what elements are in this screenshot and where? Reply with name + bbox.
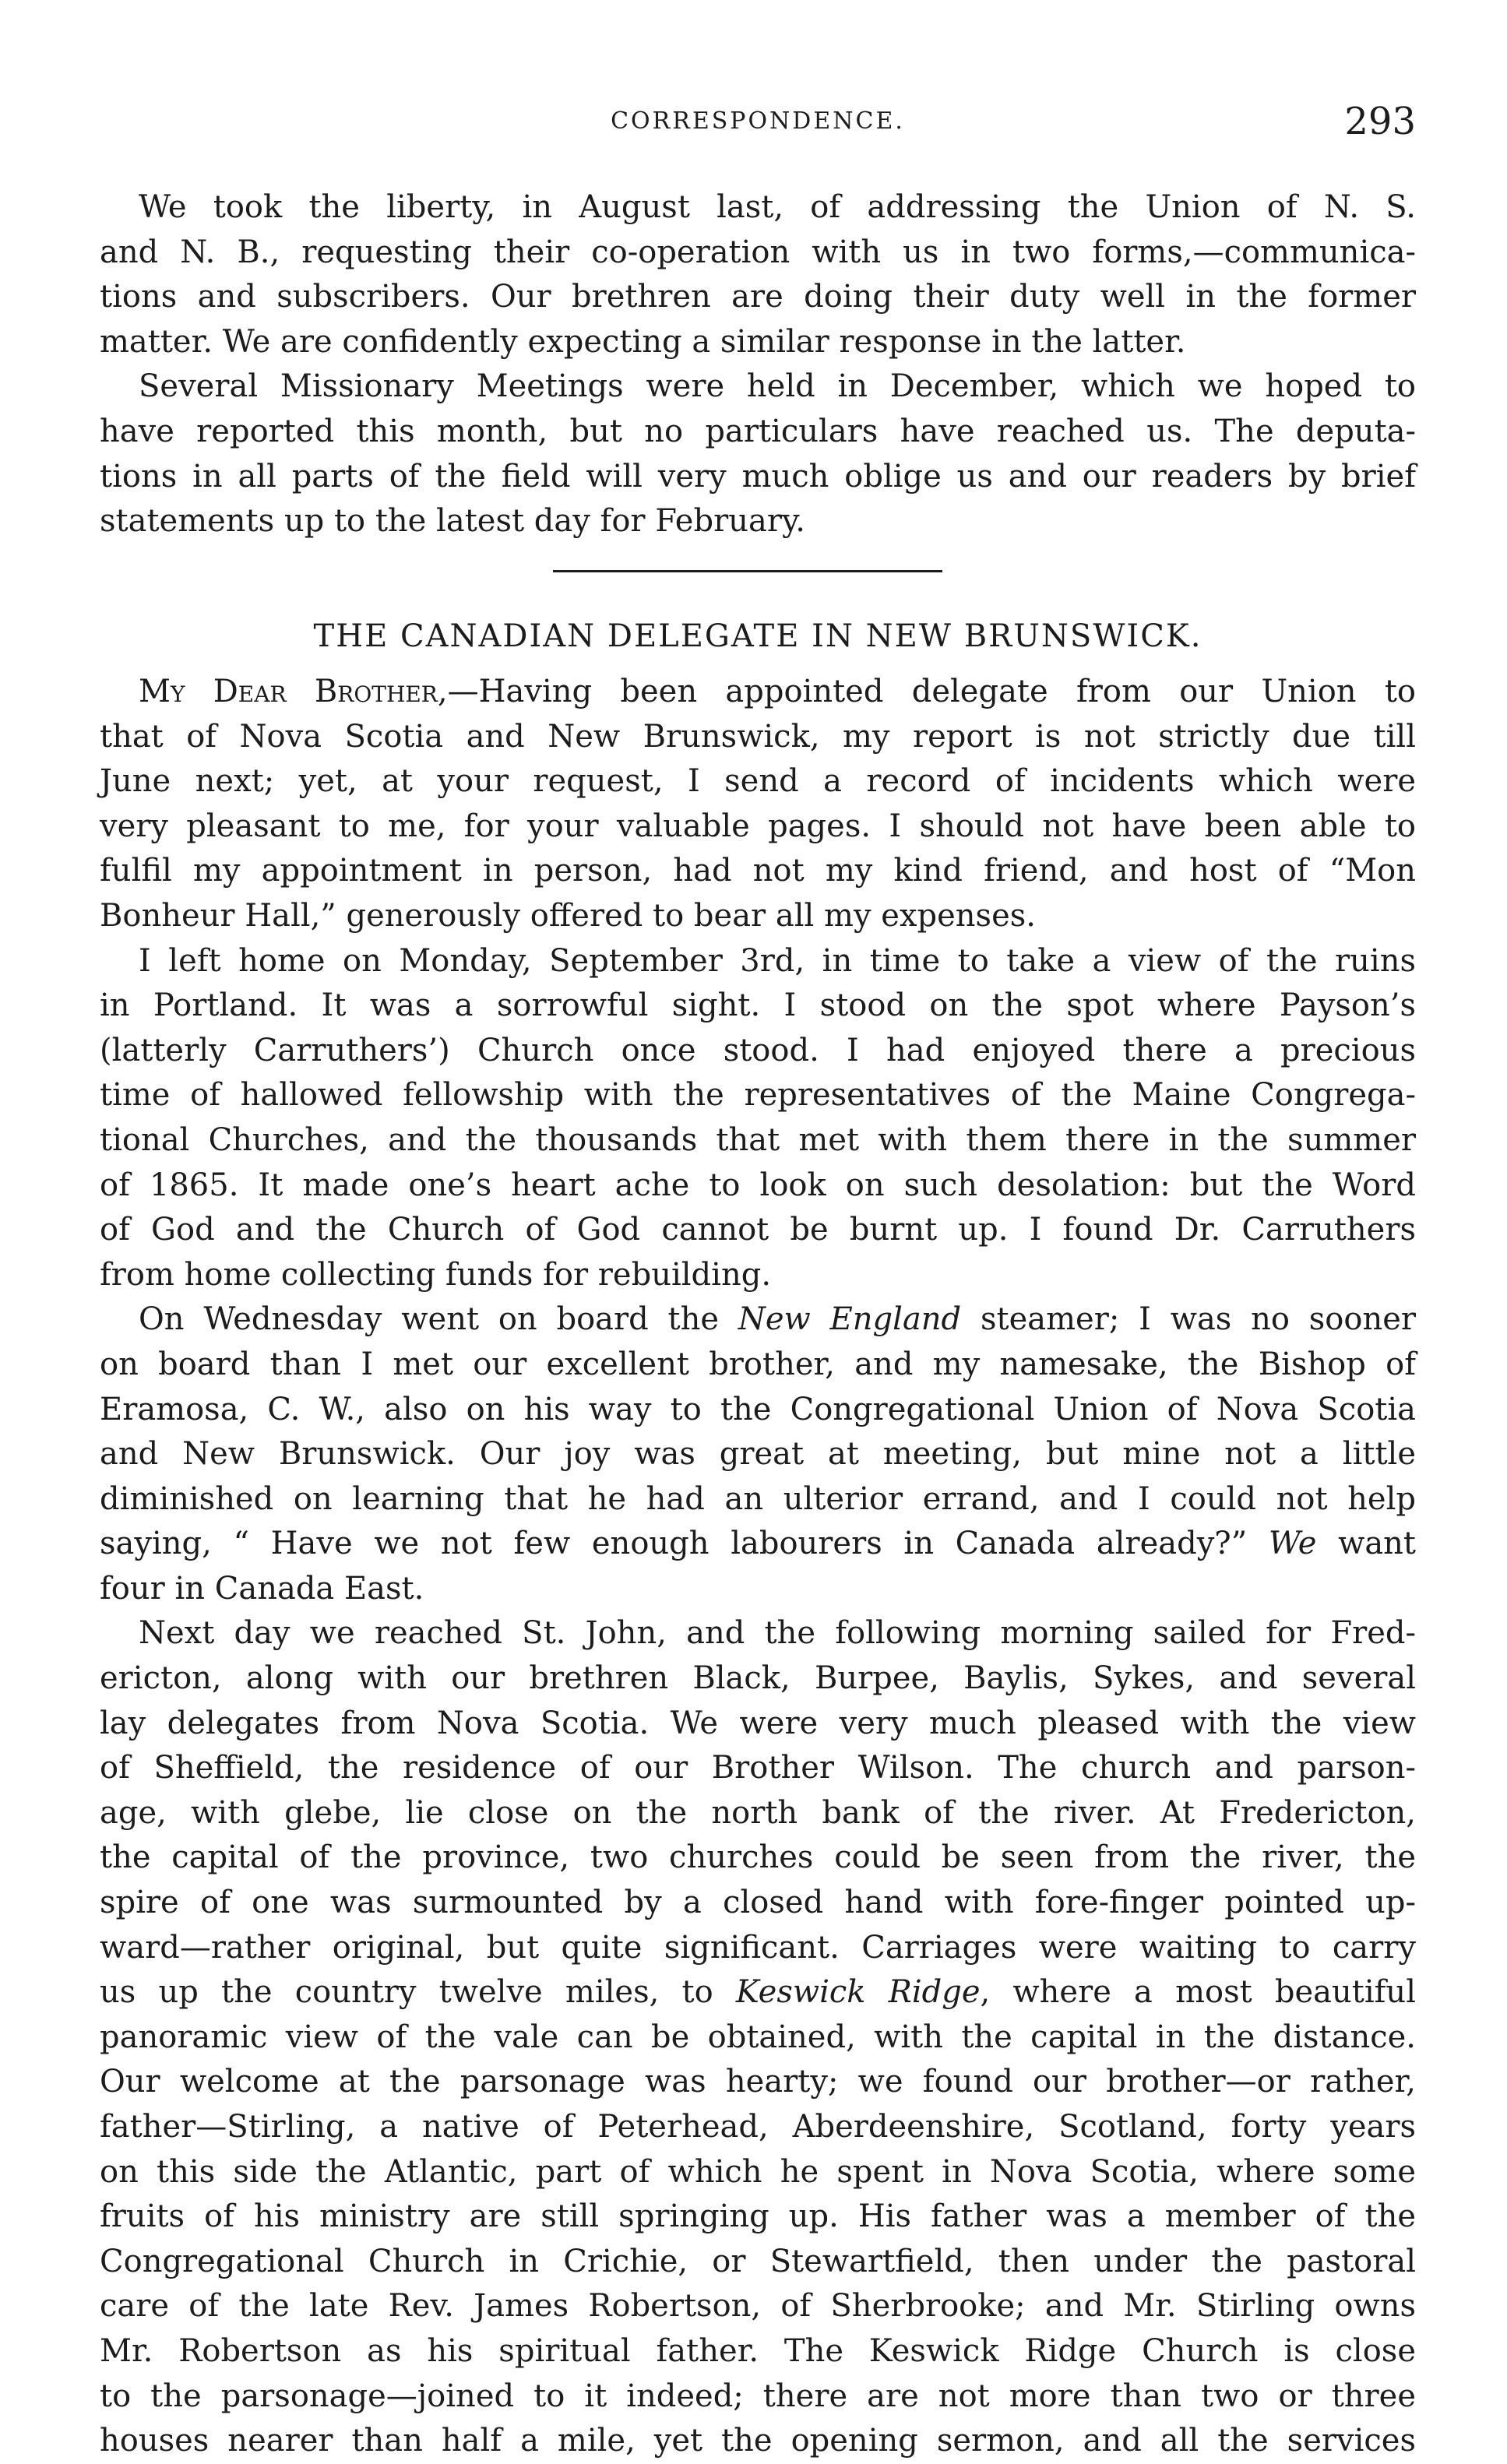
text-line: statements up to the latest day for February. <box>100 503 805 540</box>
text-line: Mr. Robertson as his spiritual father. The Keswick Ridge Church is close <box>100 2332 1416 2369</box>
letter-paragraph-1 <box>100 670 1416 939</box>
text-span: us up the country twelve miles, to <box>100 1974 736 2011</box>
text-line: (latterly Carruthers’) Church once stood. I had enjoyed there a precious <box>100 1032 1416 1068</box>
text-line: very pleasant to me, for your valuable pages. I should not have been able to <box>100 808 1416 844</box>
text-line <box>100 670 1416 715</box>
text-line: age, with glebe, lie close on the north bank of the river. At Fredericton, <box>100 1794 1416 1831</box>
text-span: steamer; I was no sooner <box>961 1301 1417 1338</box>
text-line: the capital of the province, two churches could be seen from the river, the <box>100 1839 1416 1876</box>
place-name: Keswick Ridge <box>735 1974 981 2011</box>
text-line <box>100 1522 1416 1567</box>
text-span: , where a most beautiful <box>980 1974 1416 2011</box>
text-line: from home collecting funds for rebuilding. <box>100 1256 772 1293</box>
text-line: I left home on Monday, September 3rd, in time to take a view of the ruins <box>139 942 1416 979</box>
text-line: tions in all parts of the field will very much oblige us and our readers by brief <box>100 458 1416 495</box>
text-line: Eramosa, C. W., also on his way to the Congregational Union of Nova Scotia <box>100 1391 1416 1427</box>
text-line: lay delegates from Nova Scotia. We were very much pleased with the view <box>100 1705 1416 1741</box>
text-line: father—Stirling, a native of Peterhead, Aberdeenshire, Scotland, forty years <box>100 2109 1416 2145</box>
text-line: to the parsonage—joined to it indeed; there are not more than two or three <box>100 2378 1416 2414</box>
ship-name: New England <box>738 1301 962 1338</box>
text-line: four in Canada East. <box>100 1570 424 1607</box>
intro-section <box>100 185 1416 544</box>
text-span: —Having been appointed delegate from our Union to <box>447 674 1417 709</box>
running-head: CORRESPONDENCE. <box>611 107 905 135</box>
text-line: Several Missionary Meetings were held in December, which we hoped to <box>139 368 1416 405</box>
text-line: time of hallowed fellowship with the representatives of the Maine Congrega- <box>100 1077 1416 1114</box>
text-line: of God and the Church of God cannot be burnt up. I found Dr. Carruthers <box>100 1212 1416 1248</box>
text-line: spire of one was surmounted by a closed hand with fore-finger pointed up- <box>100 1885 1416 1921</box>
text-line: of 1865. It made one’s heart ache to look on such desolation: but the Word <box>100 1167 1416 1203</box>
text-line: fulfil my appointment in person, had not my kind friend, and host of “Mon <box>100 853 1416 889</box>
text-line: and N. B., requesting their co-operation with us in two forms,—communica- <box>100 234 1416 270</box>
letter-body <box>100 670 1416 2464</box>
page-number: 293 <box>1344 100 1416 143</box>
text-line: Congregational Church in Crichie, or Stewartfield, then under the pastoral <box>100 2243 1416 2279</box>
text-line: diminished on learning that he had an ulterior errand, and I could not help <box>100 1480 1416 1517</box>
text-span: want <box>1316 1526 1417 1562</box>
text-line: have reported this month, but no particulars have reached us. The deputa- <box>100 413 1416 449</box>
text-line: We took the liberty, in August last, of addressing the Union of N. S. <box>139 189 1416 225</box>
intro-paragraph-1 <box>100 185 1416 364</box>
text-line: panoramic view of the vale can be obtained, with the capital in the distance. <box>100 2019 1416 2055</box>
text-line: tions and subscribers. Our brethren are doing their duty well in the former <box>100 279 1416 315</box>
letter-paragraph-3 <box>100 1297 1416 1611</box>
text-line: houses nearer than half a mile, yet the opening sermon, and all the services <box>100 2423 1416 2459</box>
text-span: On Wednesday went on board the <box>139 1301 738 1338</box>
text-line: Bonheur Hall,” generously offered to bear all my expenses. <box>100 897 1036 934</box>
text-line: of Sheffield, the residence of our Brother Wilson. The church and parson- <box>100 1750 1416 1786</box>
text-line: in Portland. It was a sorrowful sight. I stood on the spot where Payson’s <box>100 987 1416 1024</box>
letter-paragraph-4 <box>100 1611 1416 2463</box>
letter-paragraph-2 <box>100 939 1416 1298</box>
text-line: that of Nova Scotia and New Brunswick, my report is not strictly due till <box>100 718 1416 755</box>
text-line <box>100 1297 1416 1343</box>
text-line: fruits of his ministry are still springing up. His father was a member of the <box>100 2198 1416 2235</box>
intro-paragraph-2 <box>100 364 1416 544</box>
text-line: on board than I met our excellent brother, and my namesake, the Bishop of <box>100 1346 1416 1382</box>
text-line: care of the late Rev. James Robertson, of Sherbrooke; and Mr. Stirling owns <box>100 2288 1416 2325</box>
text-line: ericton, along with our brethren Black, Burpee, Baylis, Sykes, and several <box>100 1660 1416 1697</box>
text-line: matter. We are confidently expecting a similar response in the latter. <box>100 323 1186 360</box>
text-line: Next day we reached St. John, and the following morning sailed for Fred- <box>139 1615 1416 1652</box>
emphasis: We <box>1268 1526 1317 1562</box>
text-line <box>100 1970 1416 2015</box>
text-line: ward—rather original, but quite significant. Carriages were waiting to carry <box>100 1929 1416 1966</box>
text-span: saying, “ Have we not few enough labourers in Canada already?” <box>100 1526 1269 1562</box>
page-header <box>100 100 1416 162</box>
text-line: tional Churches, and the thousands that met with them there in the summer <box>100 1121 1416 1158</box>
salutation: My Dear Brother, <box>139 674 448 709</box>
article-title: THE CANADIAN DELEGATE IN NEW BRUNSWICK. <box>313 618 1202 654</box>
text-line: June next; yet, at your request, I send a record of incidents which were <box>100 763 1416 800</box>
text-line: on this side the Atlantic, part of which he spent in Nova Scotia, where some <box>100 2153 1416 2190</box>
text-line: Our welcome at the parsonage was hearty; we found our brother—or rather, <box>100 2064 1416 2100</box>
section-divider <box>553 570 942 572</box>
text-line: and New Brunswick. Our joy was great at meeting, but mine not a little <box>100 1436 1416 1473</box>
